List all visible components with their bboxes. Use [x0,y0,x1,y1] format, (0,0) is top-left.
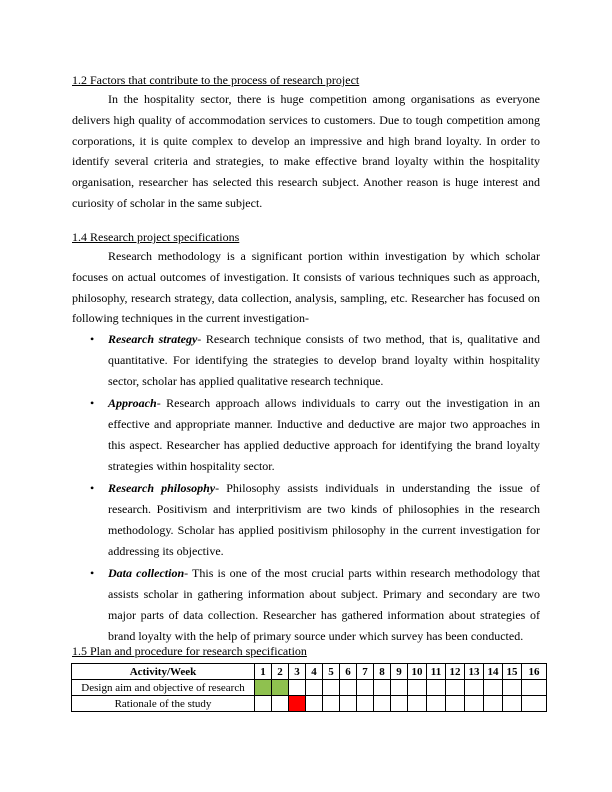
table-row [72,696,547,712]
list-item-research-philosophy [72,478,540,561]
bullet-text: - Philosophy assists individuals in understanding the issue of research. Positivism and interpritivism are two kinds of philosophies in the research methodology. Scholar has applied positivism philosophy in the current investigation for addressing its objective. [108,481,540,558]
week-header: 14 [484,664,503,680]
week-header: 12 [446,664,465,680]
heading-specifications: 1.4 Research project specifications [72,230,240,244]
week-cell [374,696,391,712]
week-cell [272,680,289,696]
activity-cell: Design aim and objective of research [72,680,255,696]
week-cell [289,680,306,696]
week-cell [465,680,484,696]
bullet-text: - Research approach allows individuals to carry out the investigation in an effective and appropriate manner. Inductive and deductive are major two approaches in this aspect. Researcher has applied deductive approach for identifying the brand loyalty strategies within hospitality sector. [108,396,540,473]
bullet-text: - Research technique consists of two method, that is, qualitative and quantitative. For identifying the strategies to develop brand loyalty within hospitality sector, scholar has applied qualitative research technique. [108,332,541,388]
week-header: 15 [503,664,522,680]
bullet-term: Research strategy [108,332,198,346]
week-header: 11 [427,664,446,680]
week-cell [446,680,465,696]
week-cell [340,696,357,712]
week-cell [374,680,391,696]
week-cell [408,680,427,696]
week-cell [391,696,408,712]
bullet-icon: • [90,566,95,581]
week-cell [522,680,547,696]
week-cell [465,696,484,712]
table-row [72,680,547,696]
paragraph-specifications: Research methodology is a significant portion within investigation by which scholar focuses on actual outcomes of investigation. It consists of various techniques such as approach, philosophy, research strategy, data collection, analysis, sampling, etc. Researcher has focused on following techniques in the current investigation- [72,249,540,326]
week-header: 5 [323,664,340,680]
gantt-table [71,663,547,712]
week-header: 1 [255,664,272,680]
week-header: 2 [272,664,289,680]
activity-header: Activity/Week [72,664,255,680]
week-cell [408,696,427,712]
week-header: 13 [465,664,484,680]
list-item-approach [72,393,540,476]
week-cell [391,680,408,696]
table-header-row [72,664,547,680]
week-header: 10 [408,664,427,680]
bullet-icon: • [90,332,95,346]
paragraph-factors: In the hospitality sector, there is huge competition among organisations as everyone delivers high quality of accommodation services to customers. Due to tough competition among corporations, it is quite complex to develop an impressive and high brand loyalty. In order to identify several criteria and strategies, to make effective brand loyalty within the hospitality organisation, researcher has selected this research subject. Another reason is huge interest and curiosity of scholar in the same subject. [72,92,540,210]
technique-list [72,329,540,648]
week-cell [427,696,446,712]
week-cell [272,696,289,712]
week-cell [306,696,323,712]
week-header: 16 [522,664,547,680]
week-cell [484,680,503,696]
week-header: 9 [391,664,408,680]
week-cell [255,680,272,696]
week-cell [340,680,357,696]
list-item-data-collection [72,563,540,646]
week-cell [446,696,465,712]
week-cell [427,680,446,696]
week-header: 6 [340,664,357,680]
bullet-icon: • [90,396,95,411]
week-header: 7 [357,664,374,680]
activity-cell: Rationale of the study [72,696,255,712]
week-cell [323,680,340,696]
list-item-research-strategy [72,329,540,391]
bullet-term: Approach [108,396,157,411]
bullet-term: Research philosophy [108,481,216,496]
week-cell [323,696,340,712]
week-header: 4 [306,664,323,680]
week-cell [289,696,306,712]
bullet-text: - This is one of the most crucial parts within research methodology that assists scholar in gathering information about subject. Primary and secondary are two major parts of data collection. Researcher has gathered information about strategies of brand loyalty with the help of primary source under which survey has been conducted. [108,566,540,643]
week-cell [503,696,522,712]
heading-factors: 1.2 Factors that contribute to the process of research project [72,73,360,87]
bullet-term: Data collection [108,566,185,581]
week-cell [306,680,323,696]
week-cell [503,680,522,696]
bullet-icon: • [90,481,95,496]
week-header: 3 [289,664,306,680]
heading-plan: 1.5 Plan and procedure for research specification [72,644,307,658]
week-cell [357,680,374,696]
gantt-body [72,680,547,712]
week-cell [255,696,272,712]
week-cell [522,696,547,712]
week-header: 8 [374,664,391,680]
week-cell [484,696,503,712]
week-cell [357,696,374,712]
